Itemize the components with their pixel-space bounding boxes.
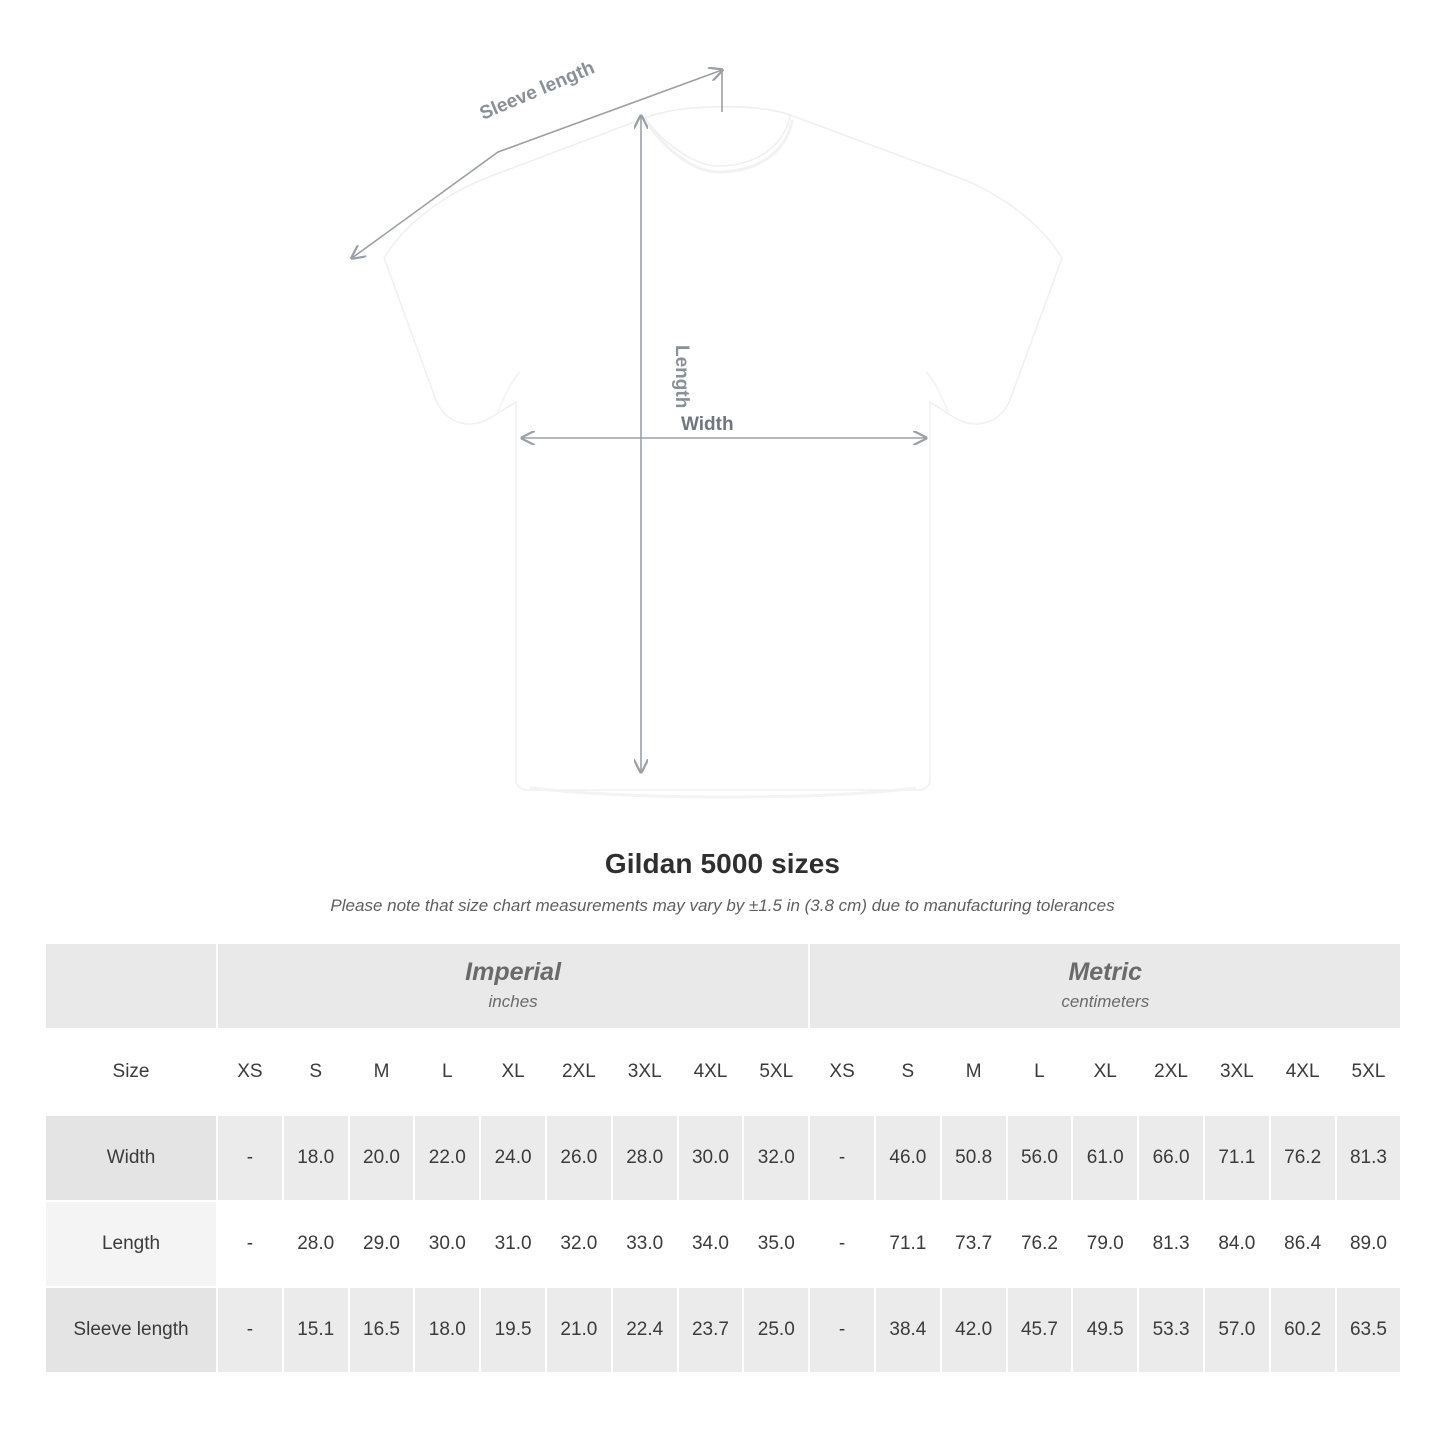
cell-width-imperial-xs: - (217, 1115, 283, 1201)
cell-sleeve-metric-m: 42.0 (941, 1287, 1007, 1373)
cell-sleeve-imperial-5xl: 25.0 (743, 1287, 809, 1373)
cell-sleeve-metric-s: 38.4 (875, 1287, 941, 1373)
unit-sub-metric: centimeters (1061, 992, 1150, 1012)
cell-width-metric-2xl: 66.0 (1138, 1115, 1204, 1201)
size-col-metric-4xl: 4XL (1270, 1029, 1336, 1115)
cell-sleeve-metric-4xl: 60.2 (1270, 1287, 1336, 1373)
cell-width-metric-s: 46.0 (875, 1115, 941, 1201)
cell-length-metric-4xl: 86.4 (1270, 1201, 1336, 1287)
size-col-metric-2xl: 2XL (1138, 1029, 1204, 1115)
size-col-imperial-m: M (349, 1029, 415, 1115)
cell-length-metric-m: 73.7 (941, 1201, 1007, 1287)
size-header-label: Size (45, 1029, 217, 1115)
cell-length-imperial-m: 29.0 (349, 1201, 415, 1287)
cell-sleeve-imperial-3xl: 22.4 (612, 1287, 678, 1373)
cell-sleeve-imperial-4xl: 23.7 (678, 1287, 744, 1373)
cell-sleeve-imperial-l: 18.0 (414, 1287, 480, 1373)
cell-width-imperial-5xl: 32.0 (743, 1115, 809, 1201)
size-table-wrapper (44, 942, 1401, 1374)
cell-width-imperial-xl: 24.0 (480, 1115, 546, 1201)
sleeve-length-label: Sleeve length (476, 57, 598, 125)
size-col-imperial-2xl: 2XL (546, 1029, 612, 1115)
cell-width-imperial-s: 18.0 (283, 1115, 349, 1201)
cell-sleeve-imperial-s: 15.1 (283, 1287, 349, 1373)
size-col-metric-l: L (1007, 1029, 1073, 1115)
cell-length-metric-5xl: 89.0 (1336, 1201, 1402, 1287)
cell-length-metric-l: 76.2 (1007, 1201, 1073, 1287)
cell-length-imperial-xl: 31.0 (480, 1201, 546, 1287)
size-col-metric-xl: XL (1072, 1029, 1138, 1115)
cell-width-imperial-4xl: 30.0 (678, 1115, 744, 1201)
size-col-metric-xs: XS (809, 1029, 875, 1115)
cell-sleeve-metric-5xl: 63.5 (1336, 1287, 1402, 1373)
size-col-imperial-3xl: 3XL (612, 1029, 678, 1115)
cell-length-imperial-2xl: 32.0 (546, 1201, 612, 1287)
unit-header-imperial (217, 943, 809, 1029)
row-label-sleeve-length: Sleeve length (45, 1287, 217, 1373)
chart-note: Please note that size chart measurements may vary by ±1.5 in (3.8 cm) due to manufacturing tolerances (330, 896, 1115, 915)
unit-header-spacer (45, 943, 217, 1029)
cell-length-metric-xs: - (809, 1201, 875, 1287)
size-header-row (45, 1029, 1401, 1115)
unit-header-row (45, 943, 1401, 1029)
cell-width-metric-4xl: 76.2 (1270, 1115, 1336, 1201)
cell-sleeve-metric-3xl: 57.0 (1204, 1287, 1270, 1373)
row-label-width: Width (45, 1115, 217, 1201)
cell-width-metric-l: 56.0 (1007, 1115, 1073, 1201)
cell-length-metric-3xl: 84.0 (1204, 1201, 1270, 1287)
cell-width-imperial-3xl: 28.0 (612, 1115, 678, 1201)
size-col-metric-5xl: 5XL (1336, 1029, 1402, 1115)
table-row (45, 1287, 1401, 1373)
cell-length-metric-xl: 79.0 (1072, 1201, 1138, 1287)
cell-width-metric-m: 50.8 (941, 1115, 1007, 1201)
table-row (45, 1201, 1401, 1287)
size-col-metric-s: S (875, 1029, 941, 1115)
size-col-imperial-l: L (414, 1029, 480, 1115)
cell-width-metric-3xl: 71.1 (1204, 1115, 1270, 1201)
size-col-imperial-5xl: 5XL (743, 1029, 809, 1115)
cell-length-metric-s: 71.1 (875, 1201, 941, 1287)
cell-width-metric-5xl: 81.3 (1336, 1115, 1402, 1201)
cell-sleeve-metric-l: 45.7 (1007, 1287, 1073, 1373)
size-col-imperial-s: S (283, 1029, 349, 1115)
cell-length-imperial-l: 30.0 (414, 1201, 480, 1287)
unit-header-metric (809, 943, 1401, 1029)
cell-length-metric-2xl: 81.3 (1138, 1201, 1204, 1287)
cell-length-imperial-4xl: 34.0 (678, 1201, 744, 1287)
row-label-length: Length (45, 1201, 217, 1287)
cell-length-imperial-5xl: 35.0 (743, 1201, 809, 1287)
cell-width-imperial-m: 20.0 (349, 1115, 415, 1201)
cell-width-imperial-l: 22.0 (414, 1115, 480, 1201)
size-col-imperial-xl: XL (480, 1029, 546, 1115)
cell-width-metric-xl: 61.0 (1072, 1115, 1138, 1201)
size-col-metric-3xl: 3XL (1204, 1029, 1270, 1115)
cell-sleeve-metric-xl: 49.5 (1072, 1287, 1138, 1373)
cell-length-imperial-3xl: 33.0 (612, 1201, 678, 1287)
table-row (45, 1115, 1401, 1201)
cell-sleeve-imperial-m: 16.5 (349, 1287, 415, 1373)
tshirt-shape (384, 107, 1062, 797)
unit-sub-imperial: inches (488, 992, 538, 1012)
size-table (44, 942, 1402, 1374)
length-label: Length (671, 345, 692, 409)
cell-width-imperial-2xl: 26.0 (546, 1115, 612, 1201)
width-label: Width (681, 414, 734, 435)
unit-name-metric: Metric (1068, 957, 1143, 986)
size-col-metric-m: M (941, 1029, 1007, 1115)
cell-length-imperial-s: 28.0 (283, 1201, 349, 1287)
cell-sleeve-imperial-xl: 19.5 (480, 1287, 546, 1373)
cell-sleeve-imperial-2xl: 21.0 (546, 1287, 612, 1373)
cell-width-metric-xs: - (809, 1115, 875, 1201)
unit-name-imperial: Imperial (465, 957, 562, 986)
cell-sleeve-metric-xs: - (809, 1287, 875, 1373)
chart-title: Gildan 5000 sizes (604, 848, 841, 879)
size-col-imperial-xs: XS (217, 1029, 283, 1115)
cell-sleeve-imperial-xs: - (217, 1287, 283, 1373)
cell-length-imperial-xs: - (217, 1201, 283, 1287)
title-block (0, 848, 1445, 916)
cell-sleeve-metric-2xl: 53.3 (1138, 1287, 1204, 1373)
size-col-imperial-4xl: 4XL (678, 1029, 744, 1115)
